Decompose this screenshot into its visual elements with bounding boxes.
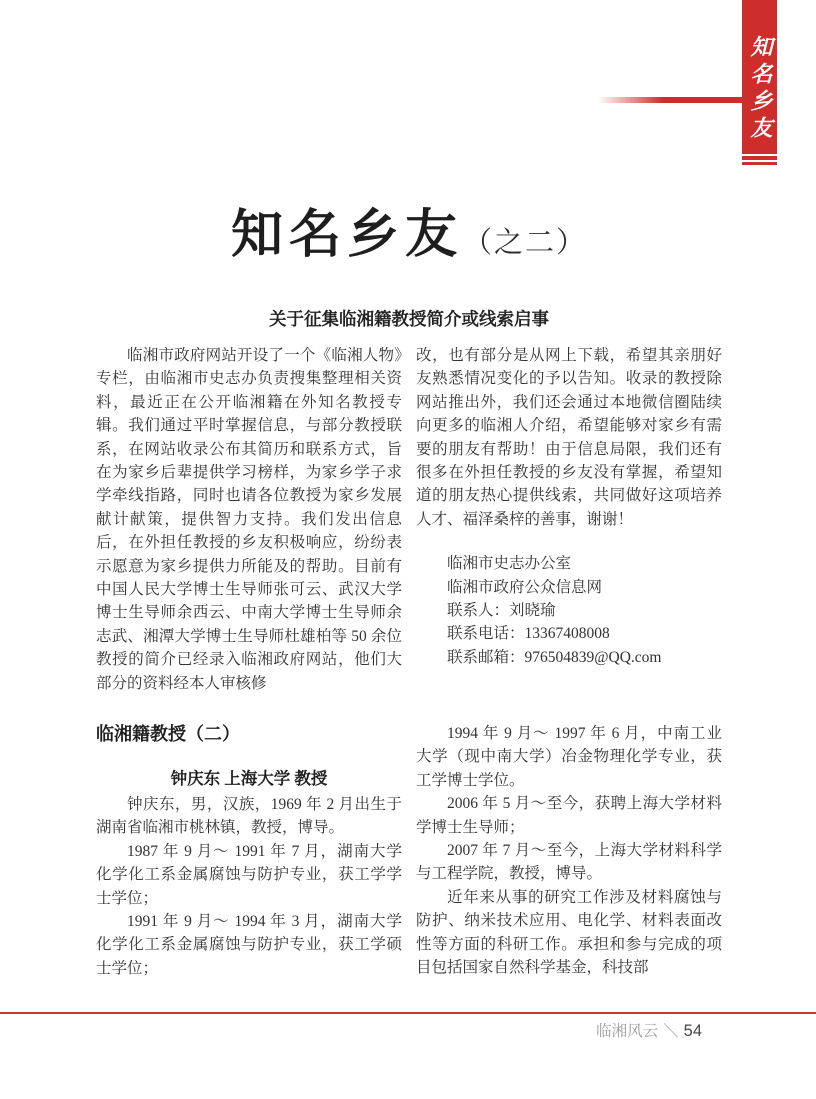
professor-bio-paragraph: 钟庆东，男，汉族，1969 年 2 月出生于湖南省临湘市桃林镇，教授，博导。	[96, 796, 402, 837]
page-title	[96, 192, 722, 268]
footer-separator: ＼	[663, 1023, 679, 1040]
contact-website: 临湘市政府公众信息网	[447, 578, 603, 596]
footer-magazine-name: 临湘风云	[596, 1023, 659, 1040]
notice-heading: 关于征集临湘籍教授简介或线索启事	[269, 309, 549, 329]
professor-bio-paragraph: 1994 年 9 月～ 1997 年 6 月，中南工业大学（现中南大学）冶金物理化学专业，获工学博士学位。	[416, 725, 722, 789]
notice-text-left: 临湘市政府网站开设了一个《临湘人物》专栏，由临湘市史志办负责搜集整理相关资料，最近正在公开临湘籍在外知名教授专辑。我们通过平时掌握信息，与部分教授联系，在网站收录公布其简历和联系方式，旨在为家乡后辈提供学习榜样，为家乡学子求学牵线指路，同时也请各位教授为家乡发展献计献策，提供智力支持。我们发出信息后，在外担任教授的乡友积极响应，纷纷表示愿意为家乡提供力所能及的帮助。目前有中国人民大学博士生导师张可云、武汉大学博士生导师余西云、中南大学博士生导师余志武、湘潭大学博士生导师杜雄柏等 50 余位教授的简介已经录入临湘政府网站，他们大部分的资料经本人审核修	[96, 347, 402, 692]
professor-left-column	[96, 793, 402, 980]
professor-bio-paragraph: 2007 年 7 月～至今，上海大学材料科学与工程学院，教授，博导。	[416, 842, 722, 883]
contact-email: 联系邮箱：976504839@QQ.com	[447, 648, 662, 666]
professor-bio-paragraph: 近年来从事的研究工作涉及材料腐蚀与防护、纳米技术应用、电化学、材料表面改性等方面的科研工作。承担和参与完成的项目包括国家自然科学基金，科技部	[416, 888, 722, 977]
notice-text-right: 改，也有部分是从网上下载，希望其亲朋好友熟悉情况变化的予以告知。收录的教授除网站推出外，我们还会通过本地微信圈陆续向更多的临湘人介绍，希望能够对家乡有需要的朋友有帮助！由于信息局限，我们还有很多在外担任教授的乡友没有掌握，希望知道的朋友热心提供线索，共同做好这项培养人才、福泽桑梓的善事，谢谢！	[416, 347, 722, 528]
professor-bio-paragraph: 1991 年 9 月～ 1994 年 3 月，湖南大学化学化工系金属腐蚀与防护专业，获工学硕士学位；	[96, 913, 402, 977]
banner-underline-stroke-2	[742, 162, 777, 165]
contact-office: 临湘市史志办公室	[447, 555, 572, 573]
page-title-main: 知名乡友	[230, 207, 463, 264]
footer-rule	[0, 1012, 816, 1014]
professor-bio-paragraph: 1987 年 9 月～ 1991 年 7 月，湖南大学化学化工系金属腐蚀与防护专业，获工学学士学位；	[96, 842, 402, 907]
banner-calligraphy-text: 知名乡友	[747, 35, 773, 143]
footer	[596, 1019, 702, 1041]
professor-right-column	[416, 722, 722, 979]
contact-phone: 联系电话：13367408008	[447, 625, 610, 643]
banner-red-bar	[742, 0, 777, 154]
contact-person: 联系人：刘晓瑜	[447, 602, 556, 620]
professor-profile-name: 钟庆东 上海大学 教授	[170, 769, 328, 788]
notice-left-column	[96, 344, 402, 695]
page-title-suffix: （之二）	[463, 225, 588, 259]
footer-page-number: 54	[683, 1022, 702, 1040]
contact-block	[416, 552, 722, 669]
banner-gradient-rule	[598, 97, 742, 103]
professors-section-heading: 临湘籍教授（二）	[96, 724, 240, 744]
professor-bio-paragraph: 2006 年 5 月～至今，获聘上海大学材料学博士生导师；	[416, 795, 722, 836]
notice-right-column	[416, 344, 722, 669]
banner-underline-stroke-1	[742, 156, 777, 160]
